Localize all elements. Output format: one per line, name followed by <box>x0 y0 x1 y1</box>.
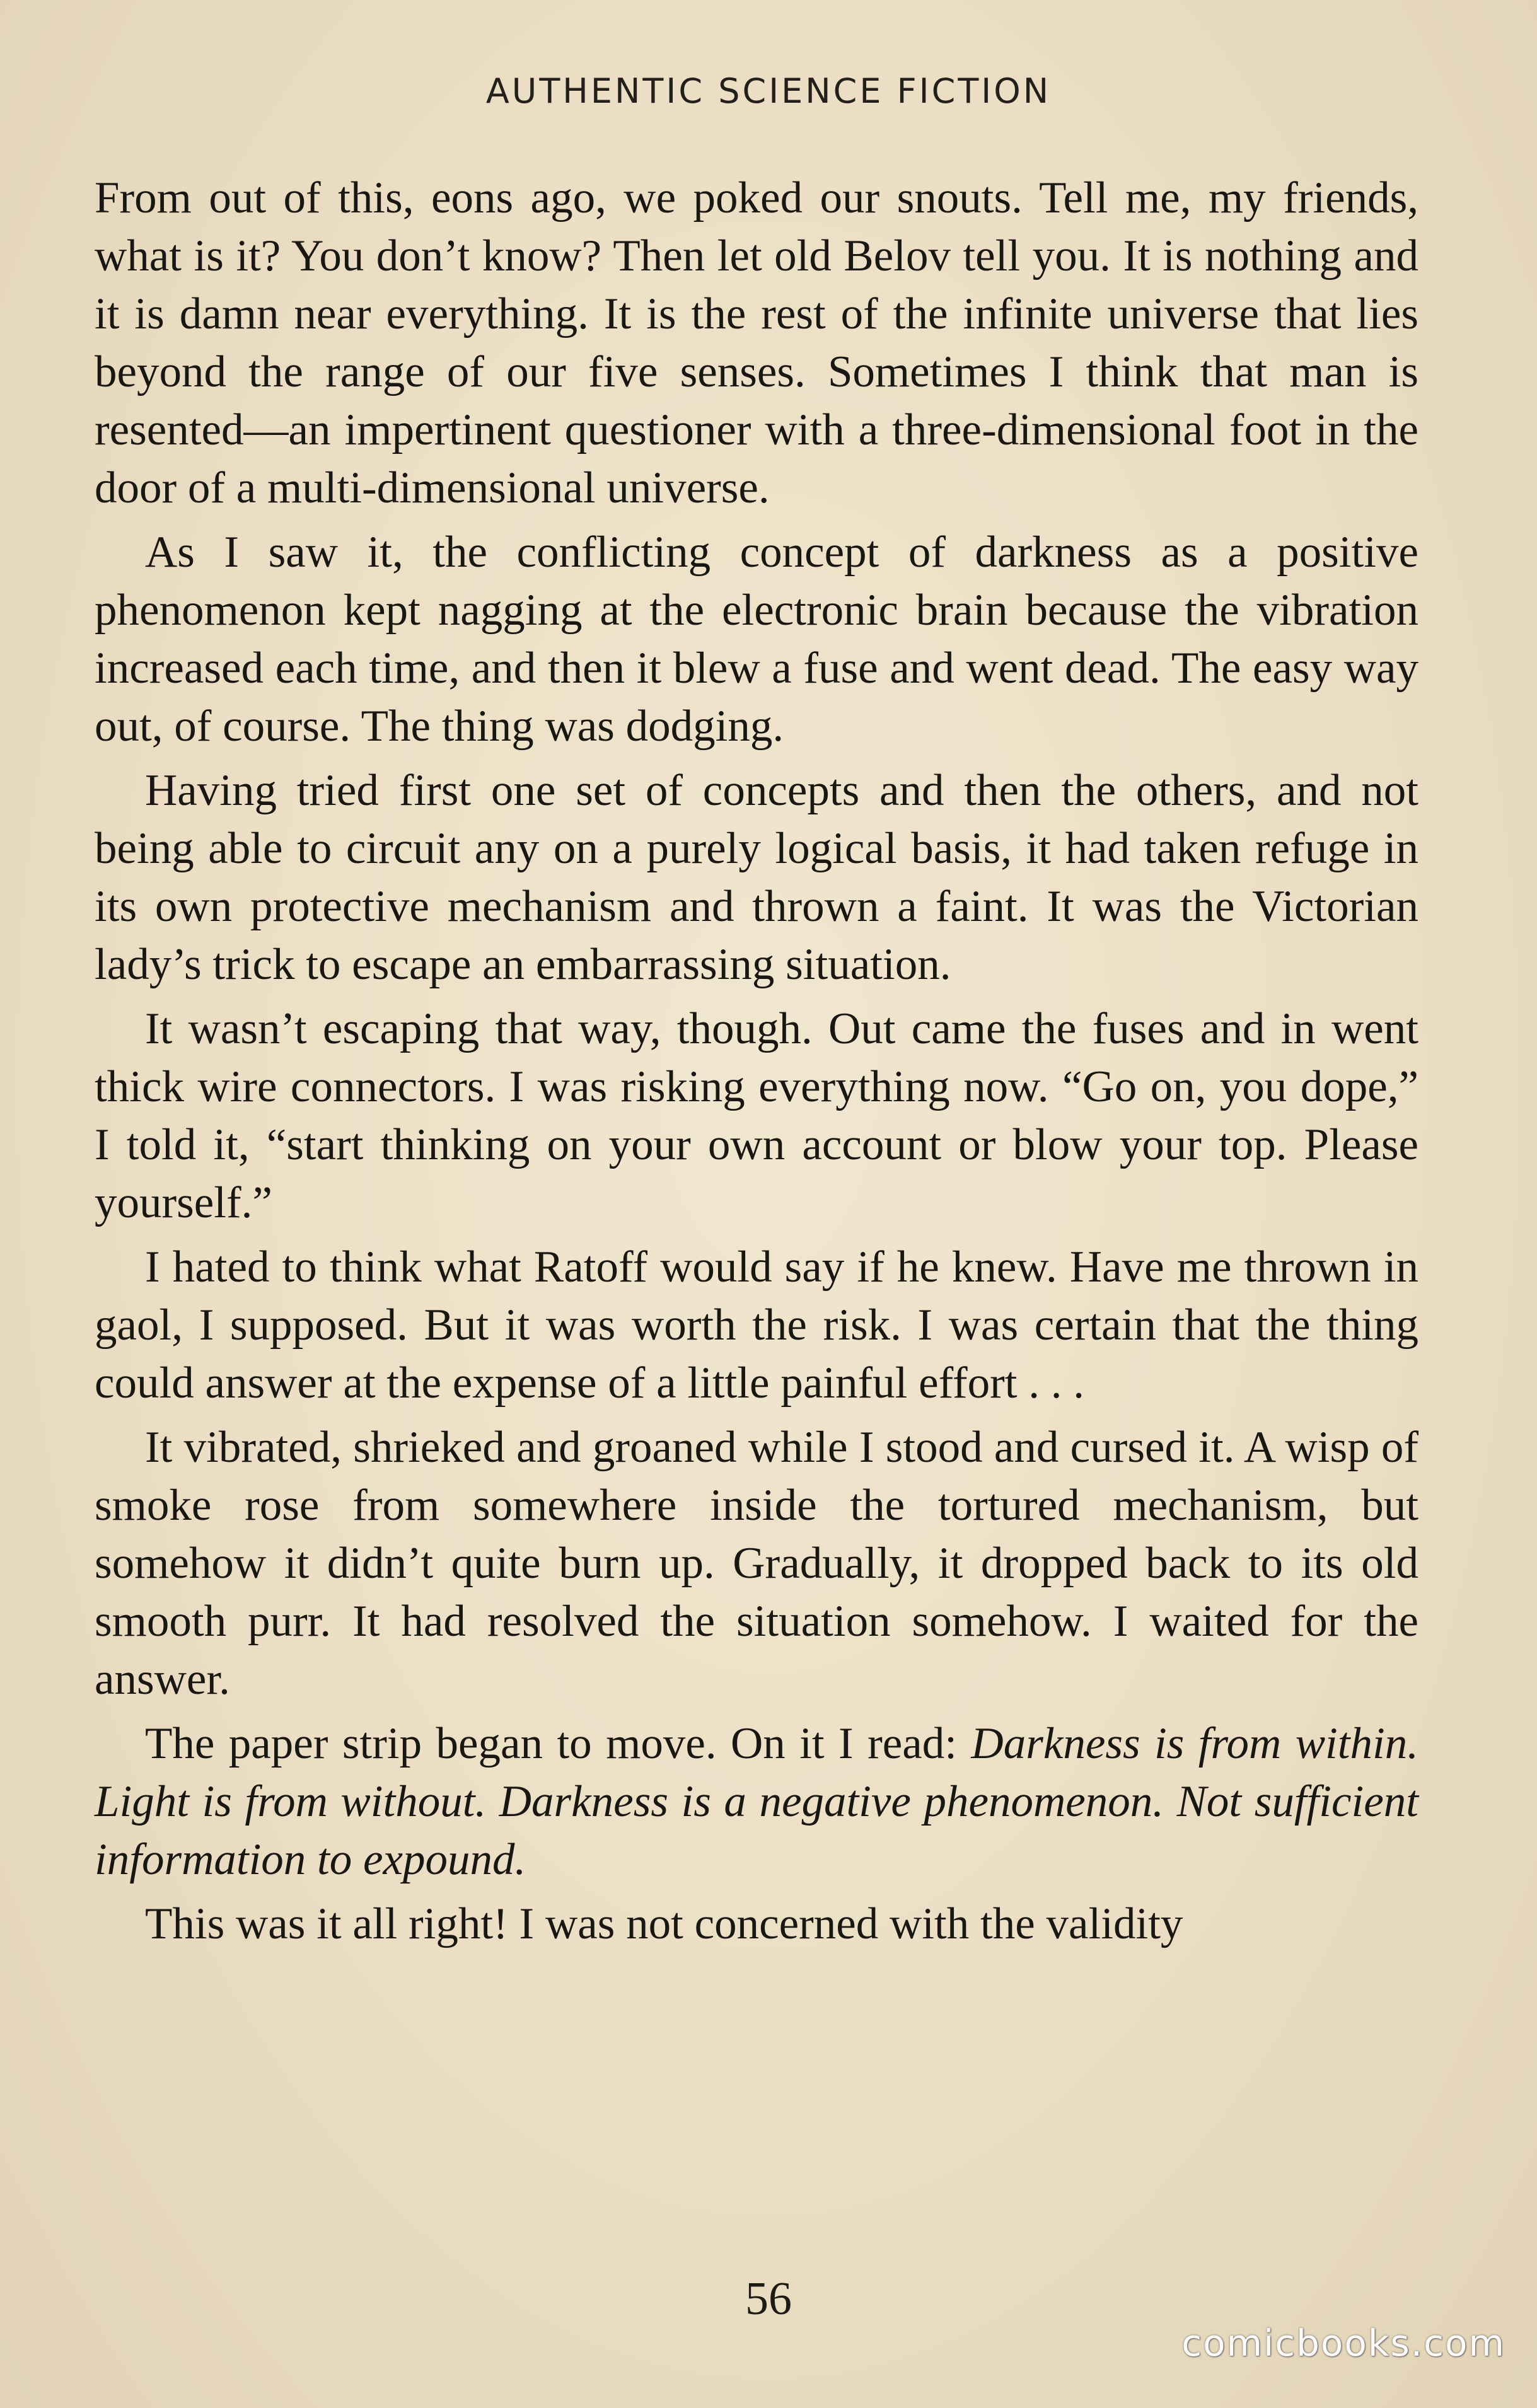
running-head: AUTHENTIC SCIENCE FICTION <box>485 71 1052 111</box>
watermark: comicbooks.com <box>1181 2322 1505 2365</box>
paragraph-7-lead: The paper strip began to move. On it I read: <box>145 1719 972 1768</box>
paragraph-3: Having tried first one set of concepts and then the others, and not being able to circuit any on a purely logical basis, it had taken refuge in its own protective mechanism and thrown a faint. It was the Victorian lady’s trick to escape an embarrassing situation. <box>95 766 1418 989</box>
machine-output-text: Darkness is from within. Light is from without. Darkness is a negative phenomenon. Not sufficient information to expound. <box>95 1719 1418 1884</box>
paragraph-5: I hated to think what Ratoff would say if he knew. Have me thrown in gaol, I supposed. But it was worth the risk. I was certain that the thing could answer at the expense of a little painful effort . . . <box>95 1242 1418 1408</box>
paragraph-7 <box>95 1715 1418 1889</box>
paragraph-8: This was it all right! I was not concerned with the validity <box>145 1899 1183 1948</box>
paragraph-2: As I saw it, the conflicting concept of darkness as a positive phenomenon kept nagging at the electronic brain because the vibration increased each time, and then it blew a fuse and went dead. The easy way out, of course. The thing was dodging. <box>95 528 1418 751</box>
page-number: 56 <box>745 2273 792 2325</box>
body-text <box>95 169 1418 1959</box>
paragraph-4: It wasn’t escaping that way, though. Out came the fuses and in went thick wire connectors. I was risking everything now. “Go on, you dope,” I told it, “start thinking on your own account or blow your top. Please yourself.” <box>95 1004 1418 1227</box>
paragraph-6: It vibrated, shrieked and groaned while I stood and cursed it. A wisp of smoke rose from somewhere inside the tortured mechanism, but somehow it didn’t quite burn up. Gradually, it dropped back to its old smooth purr. It had resolved the situation somehow. I waited for the answer. <box>95 1423 1418 1704</box>
paragraph-1: From out of this, eons ago, we poked our snouts. Tell me, my friends, what is it? You don’t know? Then let old Belov tell you. It is nothing and it is damn near everything. It is the rest of the infinite universe that lies beyond the range of our five senses. Sometimes I think that man is resented—an impertinent questioner with a three-dimensional foot in the door of a multi-dimensional universe. <box>95 173 1418 512</box>
